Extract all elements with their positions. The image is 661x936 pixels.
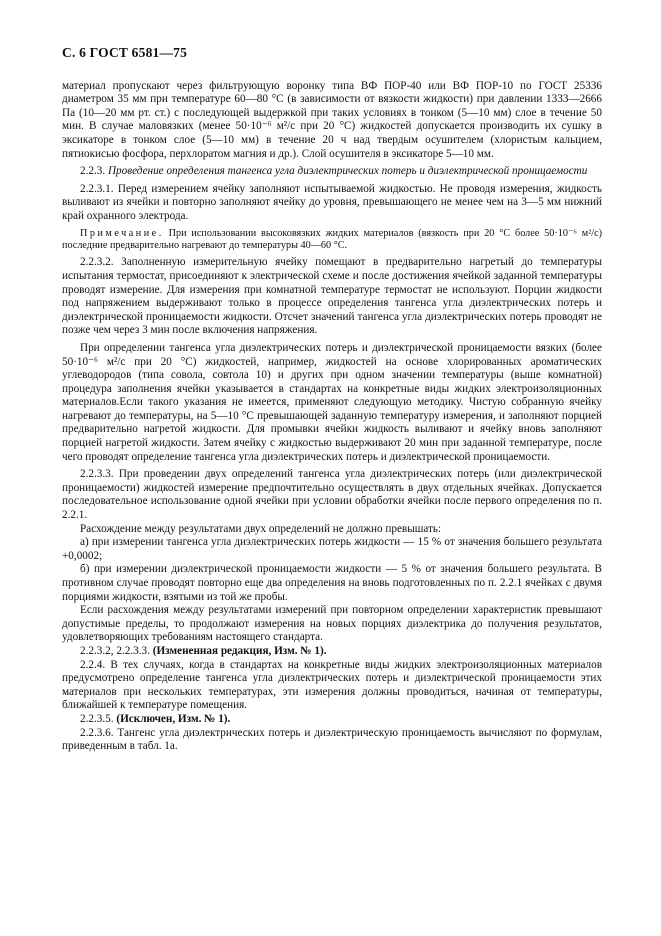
note-text: При использовании высоковязких жидких материалов (вязкость при 20 °С более 50·10⁻⁶ м²/с) последние предварительно нагревают до температуры 40—60 °С. <box>62 227 603 251</box>
paragraph-2-2-3-4: 2.2.4. В тех случаях, когда в стандартах на конкретные виды жидких электроизоляционных материалов предусмотрено определение тангенса угла диэлектрических потерь и диэлектрической проницаемости этих материалов при нескольких температурах, эти измерения должны проводиться, начиная от температуры, ближайшей к температуре помещения. <box>62 658 602 712</box>
paragraph-2-2-3-1 <box>62 183 602 224</box>
amendment-numbers: 2.2.3.2, 2.2.3.3. <box>80 644 150 657</box>
list-item-b: б) при измерении диэлектрической проницаемости жидкости — 5 % от значения большего результата. В противном случае проводят повторно еще два определения на вновь подготовленных по п. 2.2.1 ячейках с двумя порциями жидкости, взятыми из той же пробы. <box>62 563 602 603</box>
note-paragraph <box>62 228 602 253</box>
excluded-note: (Исключен, Изм. № 1). <box>116 712 231 725</box>
paragraph-2-2-3-6 <box>62 727 602 754</box>
section-number: 2.2.3. <box>80 165 106 178</box>
clause-text: Тангенс угла диэлектрических потерь и диэлектрическую проницаемость вычисляют по формулам, приведенным в табл. 1а. <box>62 726 602 753</box>
paragraph-2-2-3-2: 2.2.3.2. Заполненную измерительную ячейку помещают в предварительно нагретый до температуры испытания термостат, присоединяют к электрической схеме и после достижения ячейкой заданной температуры проводят измерение. Для измерения при комнатной температуре термостат не используют. Порции жидкости под напряжением выдерживают только в процессе определения тангенса угла диэлектрических потерь и диэлектрической проницаемости жидкости. Отсчет значений тангенса угла диэлектрических потерь проводят не позже чем через 3 мин после включения напряжения. <box>62 256 602 337</box>
list-item-a: а) при измерении тангенса угла диэлектрических потерь жидкости — 15 % от значения большего результата +0,0002; <box>62 536 602 562</box>
amendment-note: (Измененная редакция, Изм. № 1). <box>152 644 327 657</box>
document-page <box>62 46 602 754</box>
clause-number: 2.2.3.6. <box>80 726 114 739</box>
paragraph-viscous: При определении тангенса угла диэлектрических потерь и диэлектрической проницаемости вязких (более 50·10⁻⁶ м²/с при 20 °С) жидкостей, например, жидкостей на основе хлорированных ароматических углеводородов (типа совола, совтола 10) и других при одном значении температуры (выше комнатной) процедура заполнения ячейки указывается в стандартах на конкретные виды жидких электроизоляционных материалов.Если такого указания не имеется, применяют следующую методику. Чистую собранную ячейку нагревают до температуры, на 5—10 °С превышающей заданную температуру измерения, и заполняют порцией предварительно нагретой жидкости. Для промывки ячейки жидкость выливают и ячейку вновь заполняют порцией нагретой жидкости. Затем ячейку с жидкостью выдерживают 20 мин при заданной температуре, после чего проводят определение тангенса угла диэлектрических потерь и диэлектрической проницаемости. <box>62 341 602 463</box>
amendment-line <box>62 645 602 659</box>
paragraph-repeat: Если расхождения между результатами измерений при повторном определении характеристик превышают допустимые пределы, то продолжают измерения на новых порциях диэлектрика до получения результатов, удовлетворяющих требованиям настоящего стандарта. <box>62 604 602 644</box>
paragraph-drying: материал пропускают через фильтрующую воронку типа ВФ ПОР-40 или ВФ ПОР-10 по ГОСТ 25336 диаметром 35 мм при температуре 60—80 °С (в зависимости от вязкости жидкости) при давлении 1333—2666 Па (10—20 мм рт. ст.) с последующей выдержкой при таких условиях в тонком (5—10 мм) слое в течение 50 мин. В случае маловязких (менее 50·10⁻⁶ м²/с при 20 °С) жидкостей допускается производить их сушку в эксикаторе в тонком слое (5—10 мм) в течение 20 ч над твердым осушителем (хлористым кальцием, пятиокисью фосфора, перхлоратом магния и др.). Слой осушителя в эксикаторе 5—10 мм. <box>62 79 602 160</box>
section-heading-2-2-3 <box>62 165 602 179</box>
section-title: Проведение определения тангенса угла диэлектрических потерь и диэлектрической проницаемости <box>107 165 588 178</box>
excluded-number: 2.2.3.5. <box>80 712 114 725</box>
excluded-line <box>62 713 602 727</box>
clause-number: 2.2.3.1. <box>80 182 114 195</box>
note-label: Примечание. <box>80 227 164 239</box>
paragraph-divergence: Расхождение между результатами двух определений не должно превышать: <box>80 522 442 535</box>
paragraph-2-2-3-3: 2.2.3.3. При проведении двух определений тангенса угла диэлектрических потерь (или диэлектрической проницаемости) жидкостей измерение предпочтительно осуществлять в двух отдельных ячейках. Допускается последовательное использование одной ячейки при условии обработки ячейки после первого определения по п. 2.2.1. <box>62 468 602 522</box>
clause-text: Перед измерением ячейку заполняют испытываемой жидкостью. Не проводя измерения, жидкость выливают из ячейки и повторно заполняют ячейку до уровня, превышающего не менее чем на 3—5 мм нижний край охранного электрода. <box>62 182 603 222</box>
page-header: С. 6 ГОСТ 6581—75 <box>62 45 188 60</box>
